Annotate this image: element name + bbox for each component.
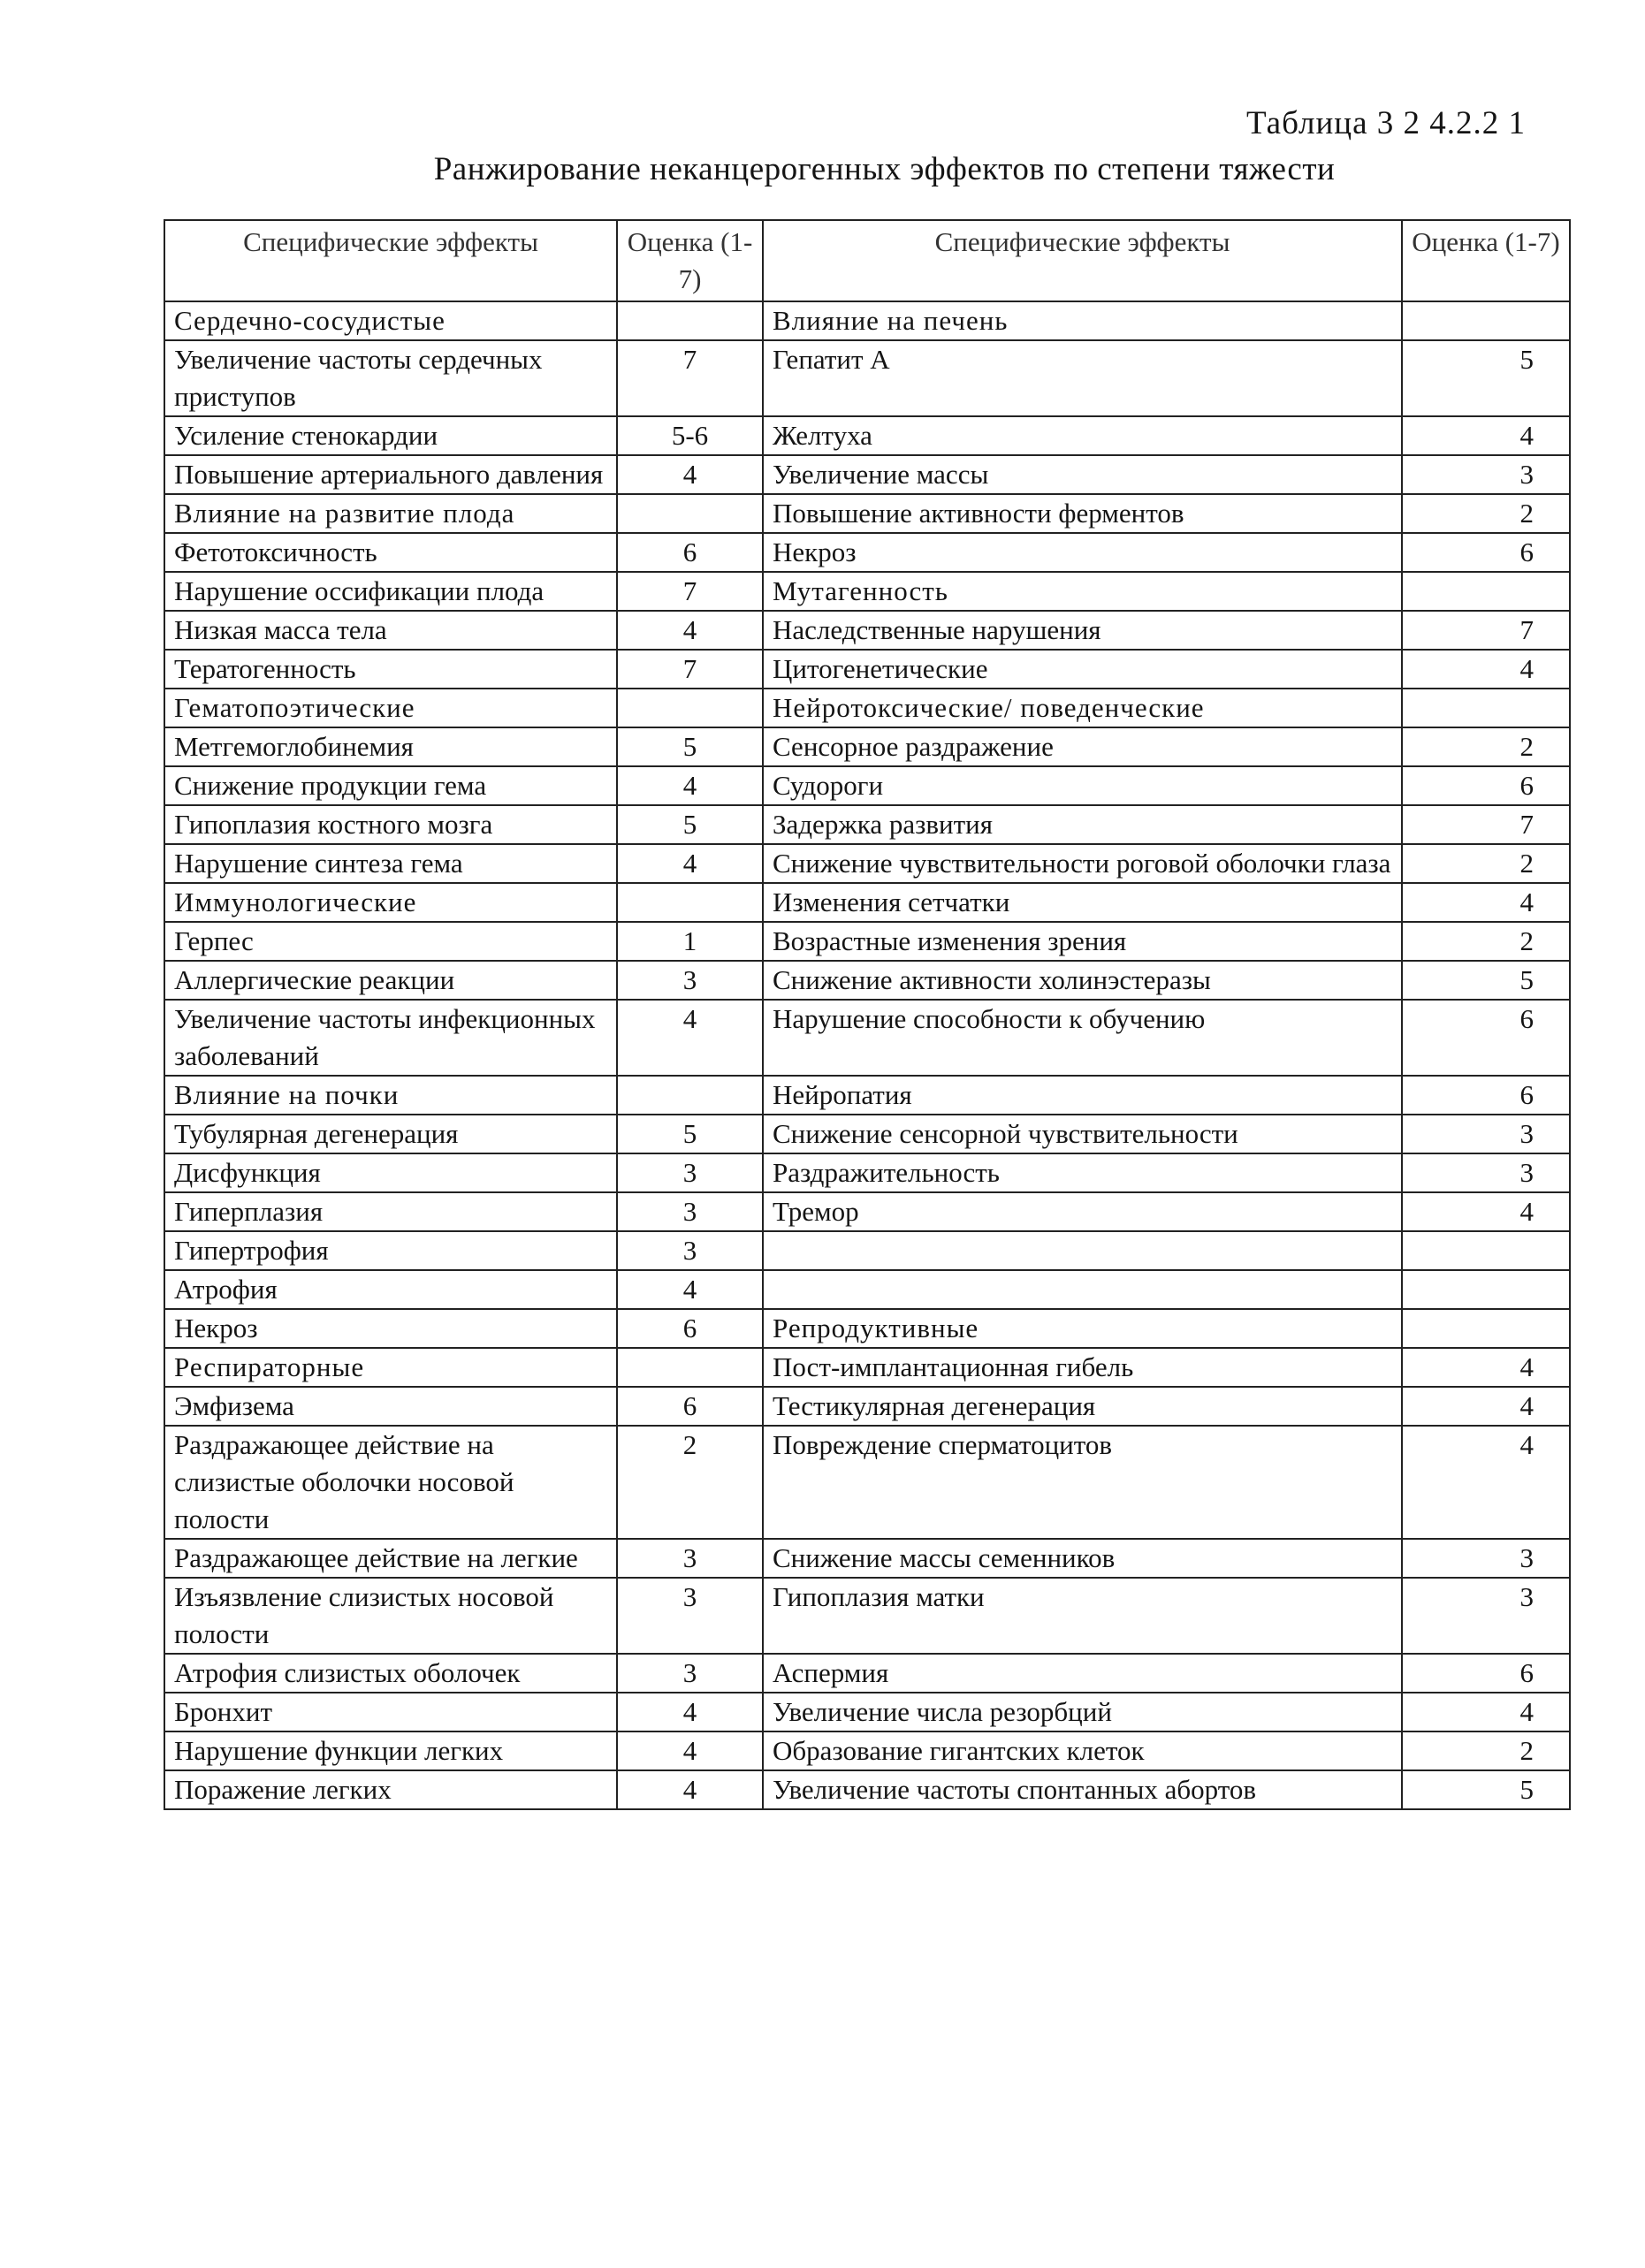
effect-score: 4	[1402, 1192, 1570, 1231]
effect-name: Нарушение способности к обучению	[763, 1000, 1402, 1076]
effect-name: Снижение активности холинэстеразы	[763, 961, 1402, 1000]
effect-score: 4	[1402, 1426, 1570, 1539]
effect-name: Нейропатия	[763, 1076, 1402, 1115]
effect-name: Аспермия	[763, 1654, 1402, 1693]
table-row	[164, 1270, 1570, 1309]
effect-score: 7	[1402, 611, 1570, 650]
effect-name: Увеличение массы	[763, 455, 1402, 494]
effect-name: Снижение чувствительности роговой оболочки глаза	[763, 844, 1402, 883]
effect-score: 2	[1402, 922, 1570, 961]
effect-score	[1402, 689, 1570, 727]
effect-name: Снижение продукции гема	[164, 766, 617, 805]
effect-score: 3	[1402, 455, 1570, 494]
effect-name: Тремор	[763, 1192, 1402, 1231]
table-row	[164, 805, 1570, 844]
table-row	[164, 416, 1570, 455]
category-heading: Влияние на развитие плода	[164, 494, 617, 533]
effect-name: Изменения сетчатки	[763, 883, 1402, 922]
effect-name: Снижение сенсорной чувствительности	[763, 1115, 1402, 1153]
effect-score: 3	[1402, 1153, 1570, 1192]
effect-name: Некроз	[763, 533, 1402, 572]
effect-name: Увеличение частоты сердечных приступов	[164, 340, 617, 416]
effect-score: 5	[1402, 340, 1570, 416]
effect-score: 3	[617, 1539, 763, 1578]
effect-score: 2	[1402, 727, 1570, 766]
effect-name: Повышение артериального давления	[164, 455, 617, 494]
effect-score: 6	[1402, 1654, 1570, 1693]
effect-score	[617, 689, 763, 727]
table-row	[164, 1387, 1570, 1426]
effect-score: 6	[617, 533, 763, 572]
category-heading: Влияние на почки	[164, 1076, 617, 1115]
effects-table	[164, 219, 1571, 1810]
effect-score: 5	[1402, 1770, 1570, 1809]
table-row	[164, 1578, 1570, 1654]
effect-name: Эмфизема	[164, 1387, 617, 1426]
effect-score	[1402, 301, 1570, 340]
effect-score: 3	[617, 1578, 763, 1654]
effect-score: 7	[617, 650, 763, 689]
table-row	[164, 1426, 1570, 1539]
empty-cell	[763, 1270, 1402, 1309]
table-row	[164, 650, 1570, 689]
effect-name: Цитогенетические	[763, 650, 1402, 689]
effect-score: 3	[617, 1231, 763, 1270]
effect-name: Фетотоксичность	[164, 533, 617, 572]
effect-name: Гипертрофия	[164, 1231, 617, 1270]
effect-name: Раздражительность	[763, 1153, 1402, 1192]
effect-name: Наследственные нарушения	[763, 611, 1402, 650]
table-row	[164, 301, 1570, 340]
table-number: Таблица 3 2 4.2.2 1	[1246, 105, 1526, 141]
table-row	[164, 1153, 1570, 1192]
effect-score: 3	[1402, 1578, 1570, 1654]
effect-score	[617, 883, 763, 922]
effect-name: Бронхит	[164, 1693, 617, 1731]
table-row	[164, 883, 1570, 922]
effect-score: 3	[617, 1654, 763, 1693]
effect-name: Поражение легких	[164, 1770, 617, 1809]
effect-score: 5	[1402, 961, 1570, 1000]
effect-name: Раздражающее действие на легкие	[164, 1539, 617, 1578]
effect-name: Увеличение частоты инфекционных заболеваний	[164, 1000, 617, 1076]
effect-score: 7	[1402, 805, 1570, 844]
effect-score	[1402, 1309, 1570, 1348]
effect-name: Усиление стенокардии	[164, 416, 617, 455]
table-row	[164, 1231, 1570, 1270]
effect-name: Тестикулярная дегенерация	[763, 1387, 1402, 1426]
effect-score: 4	[617, 1731, 763, 1770]
effect-score: 4	[617, 1770, 763, 1809]
effect-score: 3	[617, 961, 763, 1000]
effect-score: 4	[617, 1693, 763, 1731]
effect-score: 5-6	[617, 416, 763, 455]
empty-cell	[763, 1231, 1402, 1270]
effect-score: 5	[617, 805, 763, 844]
effect-name: Гипоплазия костного мозга	[164, 805, 617, 844]
header-effects-left: Специфические эффекты	[164, 220, 617, 301]
effect-score	[617, 1076, 763, 1115]
table-row	[164, 572, 1570, 611]
header-effects-right: Специфические эффекты	[763, 220, 1402, 301]
effect-name: Герпес	[164, 922, 617, 961]
table-row	[164, 1309, 1570, 1348]
table-body	[164, 301, 1570, 1809]
effect-name: Нарушение функции легких	[164, 1731, 617, 1770]
effect-name: Нарушение оссификации плода	[164, 572, 617, 611]
effect-name: Некроз	[164, 1309, 617, 1348]
effect-name: Увеличение частоты спонтанных абортов	[763, 1770, 1402, 1809]
effect-score: 4	[617, 1000, 763, 1076]
effect-score: 2	[1402, 1731, 1570, 1770]
table-row	[164, 1731, 1570, 1770]
table-row	[164, 455, 1570, 494]
effect-name: Атрофия	[164, 1270, 617, 1309]
effect-score: 6	[1402, 1076, 1570, 1115]
effect-score: 4	[617, 455, 763, 494]
category-heading: Нейротоксические/ поведенческие	[763, 689, 1402, 727]
effect-name: Метгемоглобинемия	[164, 727, 617, 766]
effect-score: 3	[617, 1153, 763, 1192]
header-score-left: Оценка (1-7)	[617, 220, 763, 301]
table-row	[164, 1539, 1570, 1578]
effect-score	[1402, 572, 1570, 611]
category-heading: Репродуктивные	[763, 1309, 1402, 1348]
effect-name: Сенсорное раздражение	[763, 727, 1402, 766]
table-title: Ранжирование неканцерогенных эффектов по степени тяжести	[433, 151, 1336, 187]
effect-score: 4	[1402, 1387, 1570, 1426]
effect-score: 5	[617, 1115, 763, 1153]
table-row	[164, 1115, 1570, 1153]
table-header-row	[164, 220, 1570, 301]
effect-score: 4	[1402, 1348, 1570, 1387]
effect-score: 6	[1402, 533, 1570, 572]
effect-score	[617, 301, 763, 340]
effect-score: 3	[1402, 1539, 1570, 1578]
category-heading: Иммунологические	[164, 883, 617, 922]
table-row	[164, 1000, 1570, 1076]
effect-score: 4	[617, 766, 763, 805]
table-row	[164, 1693, 1570, 1731]
effect-score: 7	[617, 572, 763, 611]
effect-score: 6	[617, 1309, 763, 1348]
effect-score: 4	[1402, 650, 1570, 689]
effect-name: Возрастные изменения зрения	[763, 922, 1402, 961]
table-row	[164, 1076, 1570, 1115]
effect-name: Нарушение синтеза гема	[164, 844, 617, 883]
effect-score	[1402, 1270, 1570, 1309]
effect-name: Увеличение числа резорбций	[763, 1693, 1402, 1731]
effect-name: Пост-имплантационная гибель	[763, 1348, 1402, 1387]
effect-name: Тератогенность	[164, 650, 617, 689]
effect-name: Задержка развития	[763, 805, 1402, 844]
effect-score: 4	[1402, 1693, 1570, 1731]
category-heading: Респираторные	[164, 1348, 617, 1387]
table-row	[164, 922, 1570, 961]
effect-name: Повреждение сперматоцитов	[763, 1426, 1402, 1539]
effect-name: Дисфункция	[164, 1153, 617, 1192]
effect-score: 4	[1402, 883, 1570, 922]
effect-score: 6	[1402, 1000, 1570, 1076]
effect-score: 2	[1402, 844, 1570, 883]
table-row	[164, 340, 1570, 416]
effect-score: 4	[1402, 416, 1570, 455]
effect-name: Желтуха	[763, 416, 1402, 455]
table-row	[164, 1192, 1570, 1231]
category-heading: Гематопоэтические	[164, 689, 617, 727]
effect-name: Тубулярная дегенерация	[164, 1115, 617, 1153]
header-score-right: Оценка (1-7)	[1402, 220, 1570, 301]
category-heading: Сердечно-сосудистые	[164, 301, 617, 340]
effect-score	[617, 494, 763, 533]
effect-score: 4	[617, 1270, 763, 1309]
effect-score: 6	[1402, 766, 1570, 805]
effect-score	[617, 1348, 763, 1387]
table-row	[164, 1348, 1570, 1387]
table-row	[164, 1770, 1570, 1809]
category-heading: Мутагенность	[763, 572, 1402, 611]
table-row	[164, 494, 1570, 533]
table-row	[164, 1654, 1570, 1693]
effect-score: 3	[1402, 1115, 1570, 1153]
effect-score: 1	[617, 922, 763, 961]
effect-name: Гипоплазия матки	[763, 1578, 1402, 1654]
effect-score: 2	[617, 1426, 763, 1539]
effect-score	[1402, 1231, 1570, 1270]
effect-name: Гиперплазия	[164, 1192, 617, 1231]
effect-name: Раздражающее действие на слизистые оболочки носовой полости	[164, 1426, 617, 1539]
table-row	[164, 844, 1570, 883]
effect-name: Образование гигантских клеток	[763, 1731, 1402, 1770]
table-row	[164, 689, 1570, 727]
category-heading: Влияние на печень	[763, 301, 1402, 340]
effect-name: Изъязвление слизистых носовой полости	[164, 1578, 617, 1654]
effect-score: 3	[617, 1192, 763, 1231]
effect-name: Аллергические реакции	[164, 961, 617, 1000]
effect-score: 6	[617, 1387, 763, 1426]
table-row	[164, 766, 1570, 805]
table-row	[164, 533, 1570, 572]
effect-score: 4	[617, 844, 763, 883]
effect-name: Снижение массы семенников	[763, 1539, 1402, 1578]
table-row	[164, 611, 1570, 650]
effect-score: 4	[617, 611, 763, 650]
effect-score: 5	[617, 727, 763, 766]
table-row	[164, 727, 1570, 766]
effect-score: 2	[1402, 494, 1570, 533]
effect-name: Гепатит А	[763, 340, 1402, 416]
table-row	[164, 961, 1570, 1000]
effect-name: Судороги	[763, 766, 1402, 805]
effect-score: 7	[617, 340, 763, 416]
effect-name: Повышение активности ферментов	[763, 494, 1402, 533]
effect-name: Низкая масса тела	[164, 611, 617, 650]
effect-name: Атрофия слизистых оболочек	[164, 1654, 617, 1693]
